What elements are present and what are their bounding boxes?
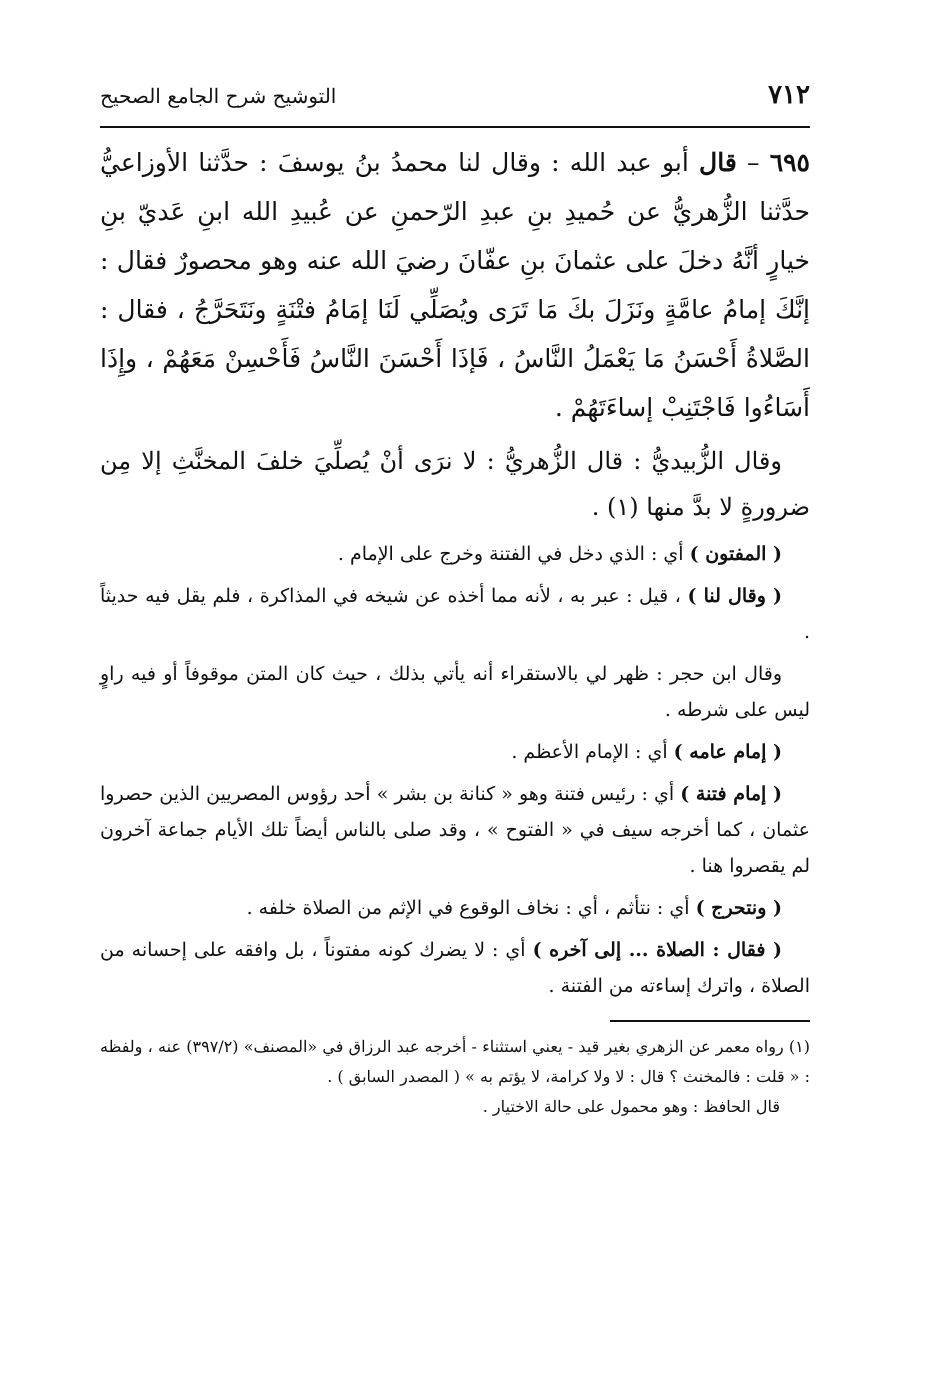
zubaydi-paragraph: وقال الزُّبيديُّ : قال الزُّهريُّ : لا نرَى أنْ يُصلِّيَ خلفَ المخنَّثِ إلا مِن ضرورةٍ لا بدَّ منها (١) .	[100, 447, 810, 521]
hadith-qala: قال	[699, 148, 737, 177]
commentary-term: ( المفتون )	[689, 543, 782, 565]
commentary-paragraph	[100, 536, 810, 572]
commentary-paragraph	[100, 932, 810, 1004]
footnote-1: (١) رواه معمر عن الزهري بغير قيد - يعني استثناء - أخرجه عبد الرزاق في «المصنف» (٣٩٧/٢) عنه ، ولفظه : « قلت : فالمخنث ؟ قال : لا ولا كرامة، لا يؤتم به » ( المصدر السابق ) .	[100, 1037, 811, 1086]
hadith-body: أبو عبد الله : وقال لنا محمدُ بنُ يوسفَ : حدَّثنا الأوزاعيُّ حدَّثنا الزُّهريُّ عن حُميدِ بنِ عبدِ الرّحمنِ عن عُبيدِ الله ابنِ عَديّ بنِ خيارٍ أنَّهُ دخلَ على عثمانَ بنِ عفّانَ رضيَ الله عنه وهو محصورٌ فقال : إنَّكَ إمامُ عامَّةٍ ونَزَلَ بكَ مَا تَرَى ويُصَلِّي لَنَا إمَامُ فتْنَةٍ ونَتَحَرَّجُ ، فقال : الصَّلاةُ أَحْسَنُ مَا يَعْمَلُ النَّاسُ ، فَإذَا أَحْسَنَ النَّاسُ فَأَحْسِنْ مَعَهُمْ ، وإِذَا أَسَاءُوا فَاجْتَنِبْ إساءَتَهُمْ .	[100, 148, 810, 422]
hadith-dash: –	[736, 148, 770, 177]
hadith-number: ٦٩٥	[769, 148, 810, 177]
commentary-text: أي : رئيس فتنة وهو « كنانة بن بشر » أحد رؤوس المصريين الذين حصروا عثمان ، كما أخرجه سيف في « الفتوح » ، وقد صلى بالناس أيضاً تلك الأيام جماعة آخرون لم يقصروا هنا .	[100, 783, 810, 877]
header-rule	[100, 126, 810, 128]
footnote-rule	[610, 1020, 810, 1022]
commentary-paragraph	[100, 656, 810, 728]
document-page	[100, 80, 810, 1350]
commentary-term: ( إمام فتنة )	[680, 783, 782, 805]
commentary-term: ( وقال لنا )	[687, 585, 783, 607]
footnote-1-continuation: قال الحافظ : وهو محمول على حالة الاختيار .	[482, 1097, 780, 1116]
commentary-term: ( ونتحرج )	[695, 897, 782, 919]
commentary-paragraph	[100, 776, 810, 884]
commentary-text: أي : الذي دخل في الفتنة وخرج على الإمام .	[337, 543, 690, 565]
page-header	[100, 80, 810, 126]
running-title: التوشيح شرح الجامع الصحيح	[100, 84, 337, 108]
commentary-paragraph	[100, 890, 810, 926]
commentary-text: أي : الإمام الأعظم .	[511, 741, 674, 763]
page-number: ٧١٢	[768, 80, 810, 110]
commentary-paragraph	[100, 734, 810, 770]
commentary-text: أي : نتأثم ، أي : نخاف الوقوع في الإثم من الصلاة خلفه .	[246, 897, 696, 919]
commentary-term: ( فقال : الصلاة ... إلى آخره )	[532, 939, 782, 961]
commentary-text: أي : لا يضرك كونه مفتوناً ، بل وافقه على إحسانه من الصلاة ، واترك إساءته من الفتنة .	[100, 939, 810, 997]
commentary-term: ( إمام عامه )	[673, 741, 782, 763]
commentary-text: ، قيل : عبر به ، لأنه مما أخذه عن شيخه في المذاكرة ، فلم يقل فيه حديثاً .	[100, 585, 810, 643]
hadith-text	[100, 138, 810, 432]
commentary-text: وقال ابن حجر : ظهر لي بالاستقراء أنه يأتي بذلك ، حيث كان المتن موقوفاً أو فيه راوٍ ليس على شرطه .	[100, 663, 810, 721]
commentary-paragraph	[100, 578, 810, 650]
